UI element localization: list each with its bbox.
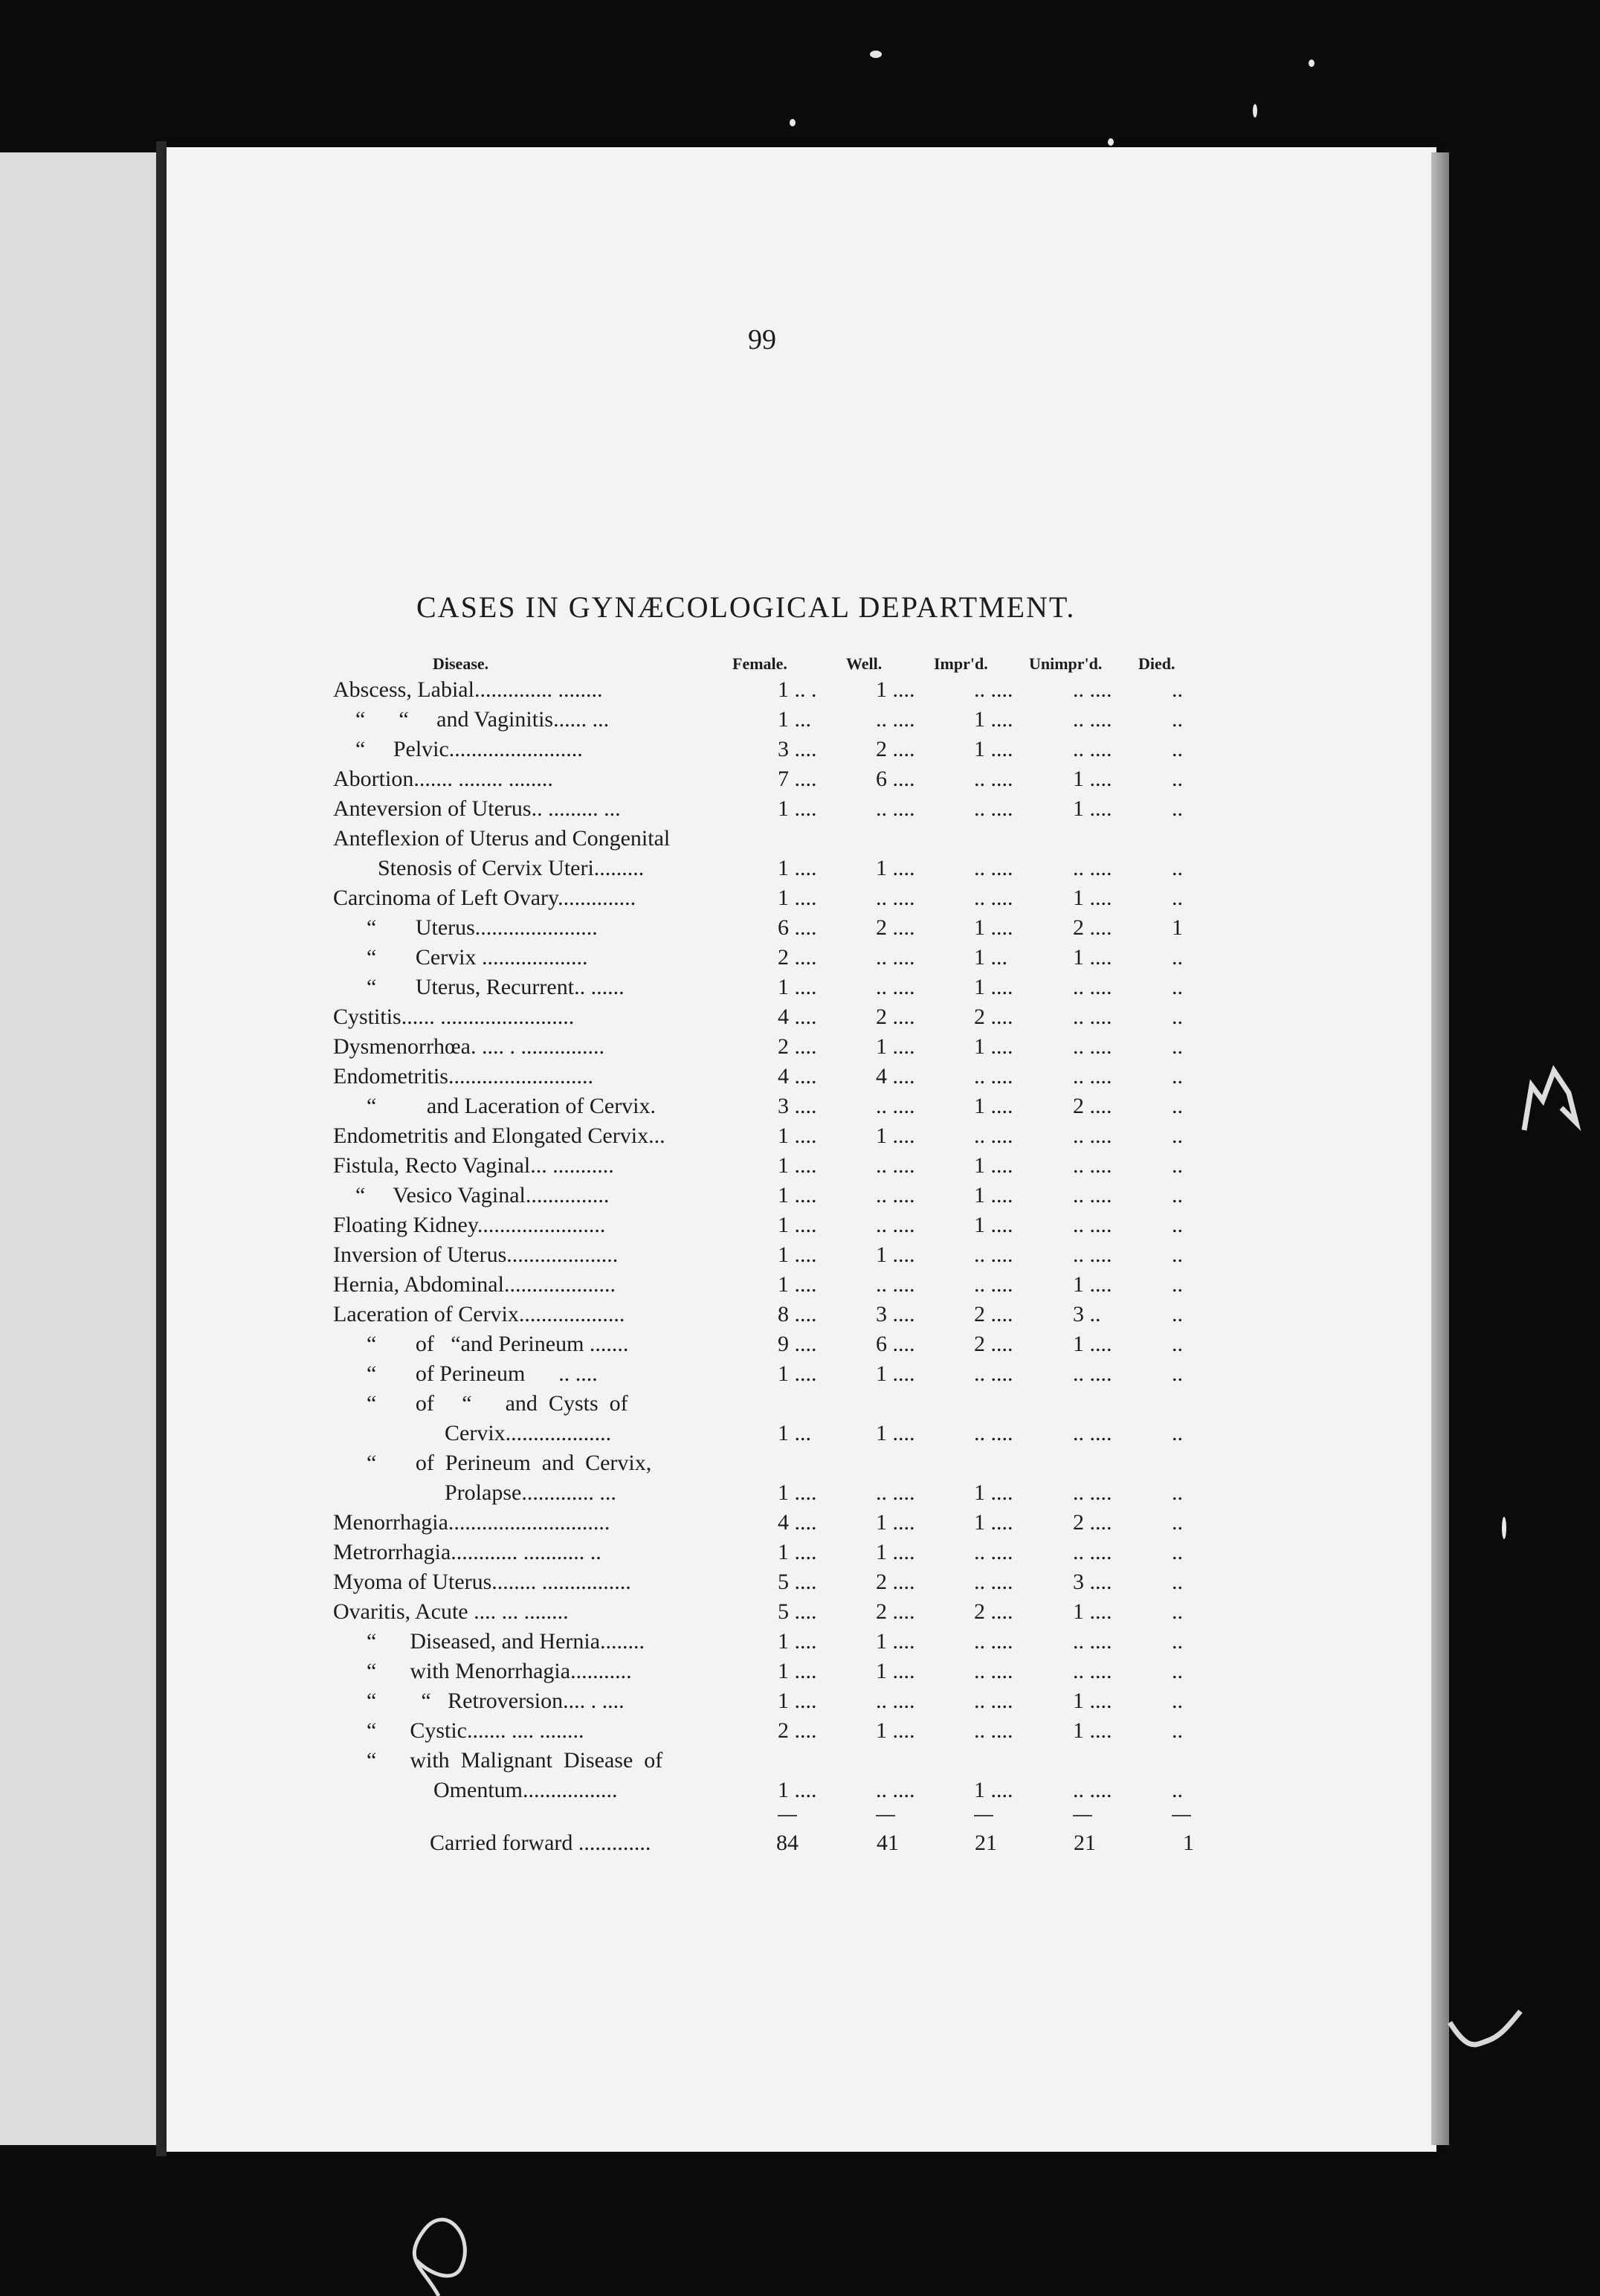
cell-well: .. ....: [876, 1689, 915, 1713]
cell-female: 4 ....: [778, 1004, 817, 1029]
page-number: 99: [748, 324, 776, 355]
cell-improved: .. ....: [974, 1570, 1013, 1594]
column-header-female: Female.: [732, 654, 787, 673]
cell-died: ..: [1172, 1242, 1183, 1267]
cell-well: 1 ....: [876, 1510, 915, 1535]
cell-improved: 1 ....: [974, 1153, 1013, 1178]
margin-scribble: [1517, 1056, 1584, 1145]
totals-label: Carried forward .............: [430, 1831, 651, 1855]
cell-improved: .. ....: [974, 796, 1013, 821]
cell-female: 1 ...: [778, 707, 811, 732]
cell-improved: 1 ....: [974, 1510, 1013, 1535]
table-row: [333, 1359, 1210, 1389]
cell-well: 1 ....: [876, 1361, 915, 1386]
cell-died: ..: [1172, 796, 1183, 821]
cell-well: 1 ....: [876, 1629, 915, 1654]
table-row: [333, 1300, 1210, 1329]
cell-unimproved: .. ....: [1073, 1123, 1112, 1148]
table-row: [333, 1716, 1210, 1746]
cell-improved: 1 ....: [974, 707, 1013, 732]
table-row: [333, 1597, 1210, 1627]
cell-well: 1 ....: [876, 1718, 915, 1743]
cell-improved: 1 ....: [974, 975, 1013, 999]
cell-well: .. ....: [876, 945, 915, 970]
cell-improved: .. ....: [974, 1689, 1013, 1713]
table-row: [333, 1686, 1210, 1716]
cell-female: 2 ....: [778, 945, 817, 970]
cell-unimproved: .. ....: [1073, 1659, 1112, 1683]
table-row: [333, 1508, 1210, 1538]
cell-died: ..: [1172, 1183, 1183, 1207]
cell-unimproved: 2 ....: [1073, 1094, 1112, 1118]
cases-table: [333, 675, 1210, 1805]
cell-improved: .. ....: [974, 1123, 1013, 1148]
cell-improved: 1 ....: [974, 1034, 1013, 1059]
table-row: [333, 1062, 1210, 1091]
cell-died: ..: [1172, 1094, 1183, 1118]
cell-improved: 1 ...: [974, 945, 1007, 970]
cell-well: .. ....: [876, 1094, 915, 1118]
cell-female: 1 ....: [778, 1272, 817, 1297]
cell-well: .. ....: [876, 1183, 915, 1207]
cell-unimproved: 1 ....: [1073, 1332, 1112, 1356]
cell-unimproved: .. ....: [1073, 856, 1112, 880]
cell-female: 1 .. .: [778, 677, 817, 702]
cell-improved: 1 ....: [974, 1213, 1013, 1237]
cell-female: 1 ....: [778, 856, 817, 880]
cell-died: ..: [1172, 1570, 1183, 1594]
table-row: [333, 1181, 1210, 1210]
table-row: [333, 883, 1210, 913]
cell-unimproved: 2 ....: [1073, 915, 1112, 940]
cell-female: 1 ....: [778, 796, 817, 821]
cell-improved: 1 ....: [974, 1183, 1013, 1207]
cell-improved: .. ....: [974, 767, 1013, 791]
cell-died: ..: [1172, 1629, 1183, 1654]
cell-improved: 1 ....: [974, 1778, 1013, 1802]
total-female: 84: [776, 1831, 799, 1855]
table-row: [333, 973, 1210, 1002]
cell-well: .. ....: [876, 1480, 915, 1505]
table-row: [333, 1389, 1210, 1448]
cell-died: ..: [1172, 1332, 1183, 1356]
cell-unimproved: 2 ....: [1073, 1510, 1112, 1535]
dust-speck: [1502, 1517, 1506, 1539]
dust-speck: [790, 119, 796, 126]
cell-female: 8 ....: [778, 1302, 817, 1326]
table-row: [333, 1567, 1210, 1597]
table-row: [333, 1329, 1210, 1359]
cell-unimproved: .. ....: [1073, 1213, 1112, 1237]
cell-unimproved: 1 ....: [1073, 767, 1112, 791]
cell-well: .. ....: [876, 707, 915, 732]
cell-well: .. ....: [876, 1272, 915, 1297]
disease-label: “ of Perineum and Cervix, Prolapse............. ...: [367, 1451, 652, 1505]
cell-unimproved: .. ....: [1073, 1064, 1112, 1089]
cell-unimproved: 1 ....: [1073, 796, 1112, 821]
cell-unimproved: .. ....: [1073, 737, 1112, 761]
table-row: [333, 943, 1210, 973]
cell-female: 3 ....: [778, 737, 817, 761]
column-header-improved: Impr'd.: [934, 654, 988, 673]
cell-improved: 2 ....: [974, 1004, 1013, 1029]
cell-well: 2 ....: [876, 915, 915, 940]
cell-female: 1 ....: [778, 1659, 817, 1683]
cell-improved: 2 ....: [974, 1599, 1013, 1624]
cell-unimproved: .. ....: [1073, 1242, 1112, 1267]
book-gutter: [156, 141, 167, 2156]
column-header-well: Well.: [846, 654, 883, 673]
cell-improved: .. ....: [974, 1242, 1013, 1267]
disease-label: Anteversion of Uterus.. ......... ...: [333, 796, 621, 821]
cell-female: 1 ....: [778, 975, 817, 999]
table-row: [333, 1002, 1210, 1032]
cell-female: 1 ....: [778, 1213, 817, 1237]
cell-died: ..: [1172, 1689, 1183, 1713]
disease-label: Carcinoma of Left Ovary..............: [333, 886, 636, 910]
cell-unimproved: 1 ....: [1073, 886, 1112, 910]
cell-improved: .. ....: [974, 1540, 1013, 1564]
cell-well: .. ....: [876, 1778, 915, 1802]
cell-died: ..: [1172, 1064, 1183, 1089]
cell-died: ..: [1172, 945, 1183, 970]
cell-improved: 1 ....: [974, 915, 1013, 940]
cell-female: 5 ....: [778, 1599, 817, 1624]
cell-improved: 1 ....: [974, 1094, 1013, 1118]
cell-female: 1 ....: [778, 1361, 817, 1386]
cell-died: ..: [1172, 1659, 1183, 1683]
disease-label: “ Uterus......................: [333, 915, 598, 940]
disease-label: “ “ and Vaginitis...... ...: [333, 707, 610, 732]
cell-female: 1 ....: [778, 1778, 817, 1802]
cell-improved: 1 ....: [974, 1480, 1013, 1505]
cell-died: 1: [1172, 915, 1183, 940]
disease-label: “ and Laceration of Cervix.: [333, 1094, 657, 1118]
cell-improved: 1 ....: [974, 737, 1013, 761]
cell-female: 1 ....: [778, 1540, 817, 1564]
cell-unimproved: .. ....: [1073, 1183, 1112, 1207]
table-row: [333, 1627, 1210, 1657]
bottom-scribble: [372, 2186, 535, 2296]
cell-unimproved: 1 ....: [1073, 1689, 1112, 1713]
cell-improved: .. ....: [974, 886, 1013, 910]
cell-unimproved: 3 ....: [1073, 1570, 1112, 1594]
cell-improved: 2 ....: [974, 1332, 1013, 1356]
total-rule: [974, 1815, 993, 1816]
disease-label: Floating Kidney.......................: [333, 1213, 606, 1237]
page-title: CASES IN GYNÆCOLOGICAL DEPARTMENT.: [416, 590, 1076, 624]
table-row: [333, 1657, 1210, 1686]
total-rule: [1172, 1815, 1191, 1816]
disease-label: Myoma of Uterus........ ................: [333, 1570, 631, 1594]
cell-died: ..: [1172, 856, 1183, 880]
cell-well: 4 ....: [876, 1064, 915, 1089]
total-unimproved: 21: [1074, 1831, 1096, 1855]
right-scribble: [1446, 2008, 1528, 2067]
cell-unimproved: .. ....: [1073, 677, 1112, 702]
cell-improved: .. ....: [974, 1718, 1013, 1743]
cell-female: 7 ....: [778, 767, 817, 791]
cell-unimproved: .. ....: [1073, 1540, 1112, 1564]
disease-label: Anteflexion of Uterus and Congenital Stenosis of Cervix Uteri.........: [333, 826, 671, 880]
cell-died: ..: [1172, 1213, 1183, 1237]
cell-well: 1 ....: [876, 1421, 915, 1445]
total-rule: [778, 1815, 797, 1816]
disease-label: Fistula, Recto Vaginal... ...........: [333, 1153, 614, 1178]
cell-died: ..: [1172, 1510, 1183, 1535]
cell-well: 1 ....: [876, 1540, 915, 1564]
table-row: [333, 1270, 1210, 1300]
total-improved: 21: [975, 1831, 997, 1855]
disease-label: Endometritis..........................: [333, 1064, 593, 1089]
table-row: [333, 1538, 1210, 1567]
cell-well: 1 ....: [876, 1659, 915, 1683]
cell-unimproved: .. ....: [1073, 1778, 1112, 1802]
cell-female: 1 ....: [778, 1153, 817, 1178]
page-edge-shadow: [1431, 152, 1449, 2145]
cell-died: ..: [1172, 1034, 1183, 1059]
disease-label: Ovaritis, Acute .... ... ........: [333, 1599, 569, 1624]
dust-speck: [870, 51, 882, 58]
disease-label: “ Cystic....... .... ........: [333, 1718, 584, 1743]
cell-female: 1 ....: [778, 1242, 817, 1267]
cell-well: 2 ....: [876, 1599, 915, 1624]
total-died: 1: [1183, 1831, 1194, 1855]
table-row: [333, 1746, 1210, 1805]
cell-improved: .. ....: [974, 1421, 1013, 1445]
cell-well: 1 ....: [876, 1034, 915, 1059]
column-header-disease: Disease.: [433, 654, 489, 673]
table-row: [333, 1240, 1210, 1270]
table-row: [333, 764, 1210, 794]
cell-died: ..: [1172, 677, 1183, 702]
cell-female: 1 ....: [778, 1183, 817, 1207]
table-row: [333, 794, 1210, 824]
cell-unimproved: .. ....: [1073, 1034, 1112, 1059]
cell-well: 3 ....: [876, 1302, 915, 1326]
cell-died: ..: [1172, 1778, 1183, 1802]
disease-label: “ of “ and Cysts of Cervix...................: [367, 1391, 628, 1445]
cell-improved: .. ....: [974, 1629, 1013, 1654]
cell-well: 6 ....: [876, 1332, 915, 1356]
cell-died: ..: [1172, 1302, 1183, 1326]
cell-unimproved: .. ....: [1073, 1629, 1112, 1654]
disease-label: “ Cervix ...................: [333, 945, 588, 970]
disease-label: Dysmenorrhœa. .... . ...............: [333, 1034, 604, 1059]
cell-died: ..: [1172, 1540, 1183, 1564]
cell-unimproved: .. ....: [1073, 1421, 1112, 1445]
cell-died: ..: [1172, 1004, 1183, 1029]
cell-well: .. ....: [876, 796, 915, 821]
cell-well: .. ....: [876, 1153, 915, 1178]
disease-label: “ Pelvic........................: [333, 737, 583, 761]
disease-label: “ “ Retroversion.... . ....: [333, 1689, 625, 1713]
cell-unimproved: .. ....: [1073, 707, 1112, 732]
cell-unimproved: 3 ..: [1073, 1302, 1101, 1326]
disease-label: Inversion of Uterus....................: [333, 1242, 619, 1267]
disease-label: Metrorrhagia............ ........... ..: [333, 1540, 601, 1564]
cell-improved: .. ....: [974, 677, 1013, 702]
cell-died: ..: [1172, 1599, 1183, 1624]
cell-improved: .. ....: [974, 856, 1013, 880]
cell-female: 4 ....: [778, 1510, 817, 1535]
table-row: [333, 1032, 1210, 1062]
cell-well: 1 ....: [876, 677, 915, 702]
totals-row: [333, 1831, 1210, 1863]
disease-label: “ of “and Perineum .......: [333, 1332, 629, 1356]
cell-female: 6 ....: [778, 915, 817, 940]
cell-female: 3 ....: [778, 1094, 817, 1118]
table-row: [333, 705, 1210, 735]
cell-died: ..: [1172, 1421, 1183, 1445]
cell-unimproved: 1 ....: [1073, 1599, 1112, 1624]
cell-female: 4 ....: [778, 1064, 817, 1089]
cell-well: 2 ....: [876, 1004, 915, 1029]
dust-speck: [1108, 138, 1114, 146]
disease-label: Endometritis and Elongated Cervix...: [333, 1123, 665, 1148]
disease-label: Cystitis...... ........................: [333, 1004, 575, 1029]
cell-died: ..: [1172, 975, 1183, 999]
cell-died: ..: [1172, 1123, 1183, 1148]
table-row: [333, 675, 1210, 705]
cell-unimproved: .. ....: [1073, 1004, 1112, 1029]
cell-unimproved: 1 ....: [1073, 1718, 1112, 1743]
disease-label: “ with Menorrhagia...........: [333, 1659, 632, 1683]
cell-died: ..: [1172, 707, 1183, 732]
cell-female: 1 ...: [778, 1421, 811, 1445]
cell-well: 1 ....: [876, 1123, 915, 1148]
disease-label: Menorrhagia.............................: [333, 1510, 610, 1535]
total-rule: [876, 1815, 895, 1816]
cell-died: ..: [1172, 1480, 1183, 1505]
column-header-died: Died.: [1138, 654, 1175, 673]
cell-died: ..: [1172, 1361, 1183, 1386]
disease-label: “ Diseased, and Hernia........: [333, 1629, 645, 1654]
disease-label: Abscess, Labial.............. ........: [333, 677, 603, 702]
cell-well: 1 ....: [876, 856, 915, 880]
table-row: [333, 824, 1210, 883]
cell-improved: .. ....: [974, 1659, 1013, 1683]
cell-improved: .. ....: [974, 1272, 1013, 1297]
disease-label: Abortion....... ........ ........: [333, 767, 553, 791]
cell-died: ..: [1172, 767, 1183, 791]
cell-female: 1 ....: [778, 1123, 817, 1148]
table-row: [333, 1210, 1210, 1240]
disease-label: “ of Perineum .. ....: [333, 1361, 598, 1386]
cell-improved: 2 ....: [974, 1302, 1013, 1326]
cell-died: ..: [1172, 1153, 1183, 1178]
cell-well: 1 ....: [876, 1242, 915, 1267]
disease-label: “ with Malignant Disease of Omentum.................: [367, 1748, 663, 1802]
total-well: 41: [877, 1831, 899, 1855]
cell-died: ..: [1172, 1272, 1183, 1297]
cell-female: 1 ....: [778, 1629, 817, 1654]
cell-female: 1 ....: [778, 1480, 817, 1505]
table-row: [333, 1151, 1210, 1181]
cell-female: 2 ....: [778, 1718, 817, 1743]
cell-unimproved: 1 ....: [1073, 1272, 1112, 1297]
dust-speck: [1253, 104, 1257, 117]
cell-unimproved: .. ....: [1073, 1361, 1112, 1386]
cell-well: 2 ....: [876, 1570, 915, 1594]
dust-speck: [1309, 59, 1314, 67]
disease-label: Laceration of Cervix...................: [333, 1302, 625, 1326]
cell-well: 6 ....: [876, 767, 915, 791]
cell-female: 2 ....: [778, 1034, 817, 1059]
disease-label: Hernia, Abdominal....................: [333, 1272, 616, 1297]
column-header-unimproved: Unimpr'd.: [1029, 654, 1103, 673]
table-row: [333, 1121, 1210, 1151]
cell-female: 1 ....: [778, 886, 817, 910]
table-row: [333, 913, 1210, 943]
cell-well: .. ....: [876, 886, 915, 910]
disease-label: “ Uterus, Recurrent.. ......: [333, 975, 625, 999]
cell-well: .. ....: [876, 1213, 915, 1237]
cell-improved: .. ....: [974, 1361, 1013, 1386]
table-row: [333, 1091, 1210, 1121]
cell-improved: .. ....: [974, 1064, 1013, 1089]
disease-label: “ Vesico Vaginal...............: [333, 1183, 610, 1207]
cell-female: 1 ....: [778, 1689, 817, 1713]
cell-unimproved: .. ....: [1073, 975, 1112, 999]
cell-unimproved: .. ....: [1073, 1153, 1112, 1178]
cell-female: 9 ....: [778, 1332, 817, 1356]
cell-unimproved: .. ....: [1073, 1480, 1112, 1505]
facing-page-edge: [0, 152, 156, 2145]
cell-died: ..: [1172, 1718, 1183, 1743]
table-row: [333, 1448, 1210, 1508]
cell-died: ..: [1172, 737, 1183, 761]
cell-well: 2 ....: [876, 737, 915, 761]
cell-died: ..: [1172, 886, 1183, 910]
table-row: [333, 735, 1210, 764]
total-rule: [1073, 1815, 1092, 1816]
cell-well: .. ....: [876, 975, 915, 999]
cell-unimproved: 1 ....: [1073, 945, 1112, 970]
cell-female: 5 ....: [778, 1570, 817, 1594]
